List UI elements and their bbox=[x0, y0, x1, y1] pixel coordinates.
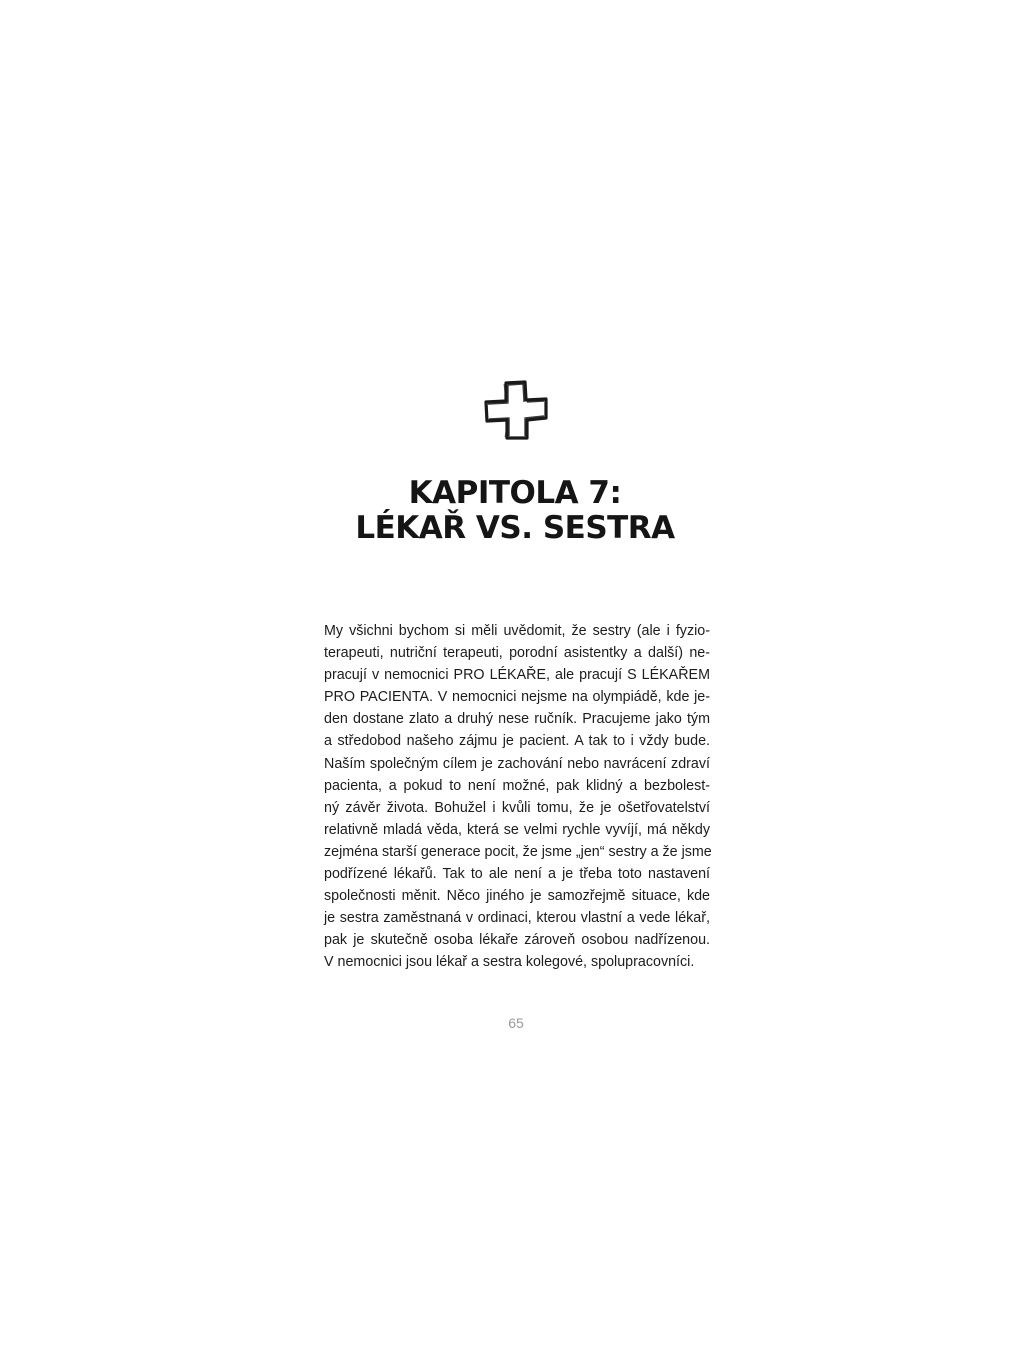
paragraph-line: a středobod našeho zájmu je pacient. A tak to i vždy bude. bbox=[324, 733, 710, 750]
paragraph-line: pacienta, a pokud to není možné, pak klidný a bezbolest- bbox=[324, 777, 710, 794]
paragraph-line: PRO PACIENTA. V nemocnici nejsme na olympiádě, kde je- bbox=[324, 689, 710, 706]
paragraph-line: podřízené lékařů. Tak to ale není a je třeba toto nastavení bbox=[324, 866, 710, 883]
paragraph-line: Naším společným cílem je zachování nebo navrácení zdraví bbox=[324, 755, 710, 772]
paragraph-line: relativně mladá věda, která se velmi rychle vyvíjí, má někdy bbox=[324, 821, 710, 838]
paragraph-line: den dostane zlato a druhý nese ručník. Pracujeme jako tým bbox=[324, 711, 710, 728]
chapter-title-line1: KAPITOLA 7: bbox=[408, 475, 622, 511]
paragraph-line: společnosti měnit. Něco jiného je samozřejmě situace, kde bbox=[324, 888, 710, 905]
paragraph-line: je sestra zaměstnaná v ordinaci, kterou vlastní a vede lékař, bbox=[324, 910, 710, 927]
paragraph-line: ný závěr života. Bohužel i kvůli tomu, že je ošetřovatelství bbox=[324, 799, 710, 816]
body-paragraph bbox=[324, 620, 710, 974]
paragraph-line: V nemocnici jsou lékař a sestra kolegové, spolupracovníci. bbox=[324, 954, 695, 971]
medical-cross-icon bbox=[483, 380, 549, 440]
paragraph-line: My všichni bychom si měli uvědomit, že sestry (ale i fyzio- bbox=[324, 623, 710, 639]
page-number: 65 bbox=[508, 1015, 524, 1031]
chapter-title-line2: LÉKAŘ VS. SESTRA bbox=[355, 510, 675, 546]
paragraph-line: pracují v nemocnici PRO LÉKAŘE, ale pracují S LÉKAŘEM bbox=[324, 667, 710, 684]
chapter-title bbox=[0, 476, 1024, 546]
paragraph-line: pak je skutečně osoba lékaře zároveň osobou nadřízenou. bbox=[324, 932, 710, 949]
paragraph-line: terapeuti, nutriční terapeuti, porodní asistentky a další) ne- bbox=[324, 645, 710, 662]
paragraph-line: zejména starší generace pocit, že jsme „jen“ sestry a že jsme bbox=[324, 843, 712, 860]
